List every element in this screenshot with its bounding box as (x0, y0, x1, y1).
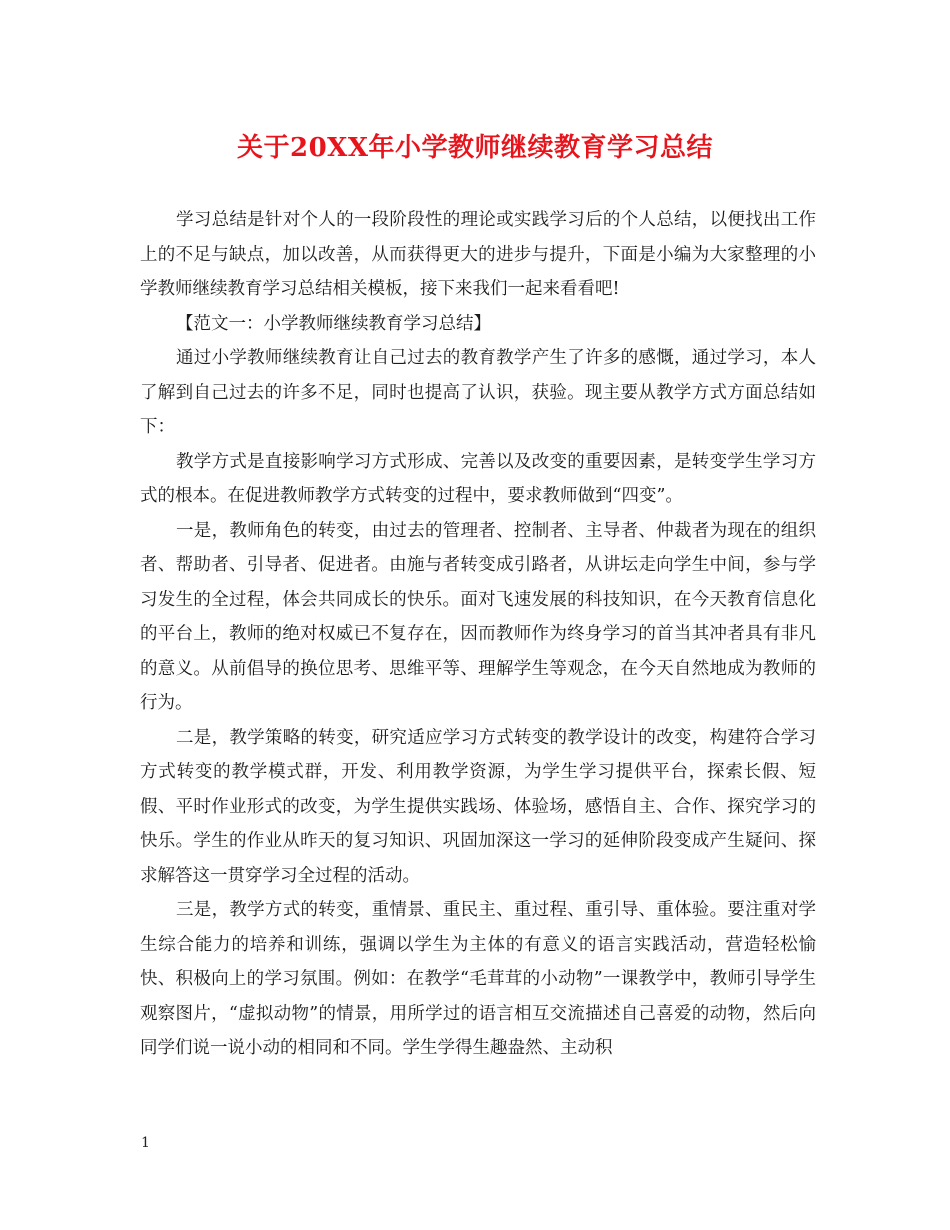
section-heading: 【范文一：小学教师继续教育学习总结】 (176, 313, 491, 334)
body-paragraph: 一是，教师角色的转变，由过去的管理者、控制者、主导者、仲裁者为现在的组织者、帮助者、引导者、促进者。由施与者转变成引路者，从讲坛走向学生中间，参与学习发生的全过程，体会共同成长的快乐。面对飞速发展的科技知识，在今天教育信息化的平台上，教师的绝对权威已不复存在，因而教师作为终身学习的首当其冲者具有非凡的意义。从前倡导的换位思考、思维平等、理解学生等观念，在今天自然地成为教师的行为。 (140, 520, 816, 713)
body-paragraph: 二是，教学策略的转变，研究适应学习方式转变的教学设计的改变，构建符合学习方式转变的教学模式群，开发、利用教学资源，为学生学习提供平台，探索长假、短假、平时作业形式的改变，为学生提供实践场、体验场，感悟自主、合作、探究学习的快乐。学生的作业从昨天的复习知识、巩固加深这一学习的延伸阶段变成产生疑问、探求解答这一贯穿学习全过程的活动。 (140, 727, 816, 886)
page-number: 1 (141, 1135, 150, 1151)
document-title: 关于20XX年小学教师继续教育学习总结 (236, 133, 714, 163)
body-paragraph: 通过小学教师继续教育让自己过去的教育教学产生了许多的感慨，通过学习，本人了解到自己过去的许多不足，同时也提高了认识，获验。现主要从教学方式方面总结如下： (140, 348, 816, 437)
body-paragraph: 教学方式是直接影响学习方式形成、完善以及改变的重要因素，是转变学生学习方式的根本。在促进教师教学方式转变的过程中，要求教师做到“四变”。 (140, 451, 816, 506)
intro-paragraph: 学习总结是针对个人的一段阶段性的理论或实践学习后的个人总结，以便找出工作上的不足与缺点，加以改善，从而获得更大的进步与提升，下面是小编为大家整理的小学教师继续教育学习总结相关模板，接下来我们一起来看看吧! (140, 210, 816, 299)
document-body (140, 203, 816, 1066)
body-paragraph: 三是，教学方式的转变，重情景、重民主、重过程、重引导、重体验。要注重对学生综合能力的培养和训练，强调以学生为主体的有意义的语言实践活动，营造轻松愉快、积极向上的学习氛围。例如：在教学“毛茸茸的小动物”一课教学中，教师引导学生观察图片，“虚拟动物”的情景，用所学过的语言相互交流描述自己喜爱的动物，然后向同学们说一说小动的相同和不同。学生学得生趣盎然、主动积 (140, 900, 816, 1058)
